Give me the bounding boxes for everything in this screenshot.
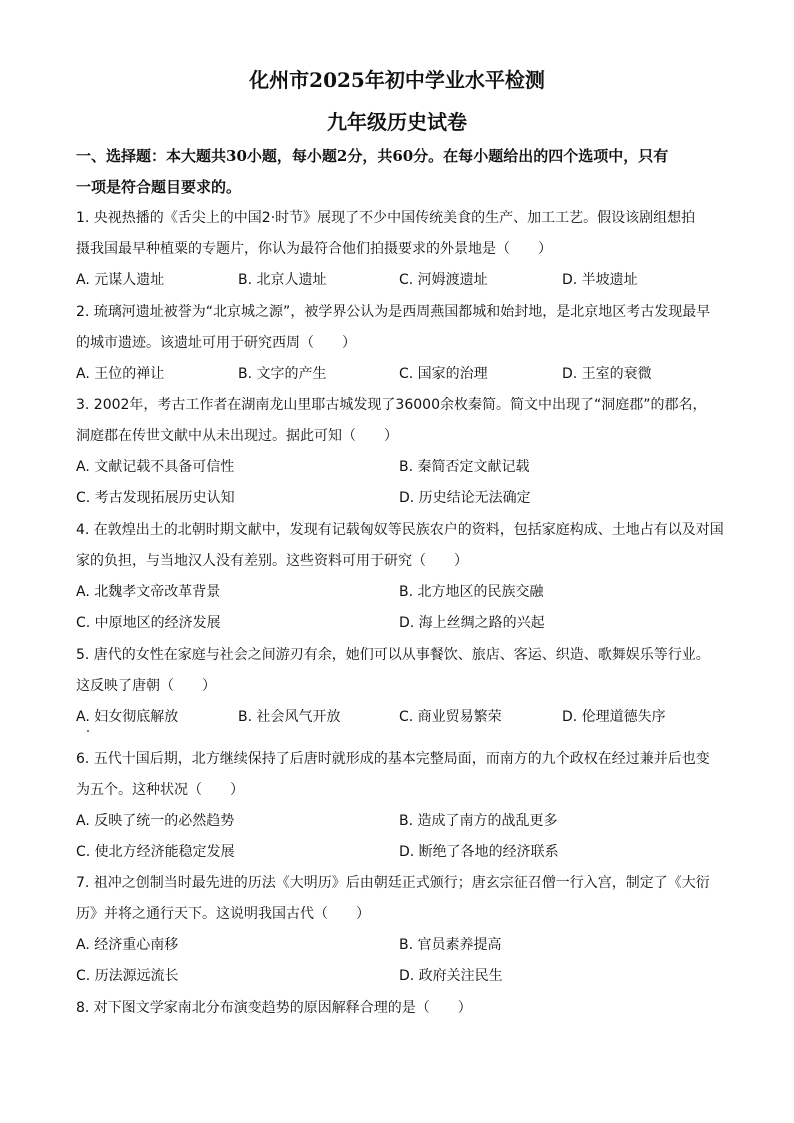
question-1-option-a: A. 元谋人遗址 (76, 272, 165, 288)
question-4-option-b: B. 北方地区的民族交融 (399, 584, 544, 600)
question-3-option-c: C. 考古发现拓展历史认知 (76, 490, 235, 506)
question-7-option-a: A. 经济重心南移 (76, 937, 179, 953)
question-2-option-c: C. 国家的治理 (399, 366, 488, 382)
question-2-line-2: 的城市遗迹。该遗址可用于研究西周（ ） (76, 335, 356, 351)
exam-subtitle: 九年级历史试卷 (327, 110, 467, 134)
question-3-line-1: 3. 2002年，考古工作者在湖南龙山里耶古城发现了36000余枚秦简。简文中出现了“洞庭郡”的郡名， (76, 397, 707, 413)
question-1-line-1: 1. 央视热播的《舌尖上的中国2·时节》展现了不少中国传统美食的生产、加工工艺。假设该剧组想拍 (76, 210, 696, 226)
question-2-line-1: 2. 琉璃河遗址被誉为“北京城之源”，被学界公认为是西周燕国都城和始封地，是北京地区考古发现最早 (76, 304, 711, 320)
question-6-line-1: 6. 五代十国后期，北方继续保持了后唐时就形成的基本完整局面，而南方的九个政权在经过兼并后也变 (76, 751, 710, 767)
question-2-option-a: A. 王位的禅让 (76, 366, 165, 382)
stray-mark (87, 730, 89, 732)
exam-title: 化州市2025年初中学业水平检测 (249, 68, 545, 92)
question-4-option-a: A. 北魏孝文帝改革背景 (76, 584, 221, 600)
question-6-line-2: 为五个。这种状况（ ） (76, 782, 244, 798)
question-4-line-1: 4. 在敦煌出土的北朝时期文献中，发现有记载匈奴等民族农户的资料，包括家庭构成、土地占有以及对国 (76, 522, 724, 538)
question-5-option-c: C. 商业贸易繁荣 (399, 709, 502, 725)
question-1-line-2: 摄我国最早种植粟的专题片，你认为最符合他们拍摄要求的外景地是（ ） (76, 241, 552, 257)
question-3-option-a: A. 文献记载不具备可信性 (76, 459, 235, 475)
question-7-line-1: 7. 祖冲之创制当时最先进的历法《大明历》后由朝廷正式颁行；唐玄宗征召僧一行入宫，制定了《大衍 (76, 875, 710, 891)
question-2-option-d: D. 王室的衰微 (562, 366, 652, 382)
question-2-option-b: B. 文字的产生 (238, 366, 327, 382)
question-1-option-b: B. 北京人遗址 (238, 272, 327, 288)
question-3-option-b: B. 秦简否定文献记载 (399, 459, 530, 475)
question-1-option-c: C. 河姆渡遗址 (399, 272, 488, 288)
question-6-option-a: A. 反映了统一的必然趋势 (76, 813, 235, 829)
question-5-line-2: 这反映了唐朝（ ） (76, 678, 216, 694)
question-7-line-2: 历》并将之通行天下。这说明我国古代（ ） (76, 906, 370, 922)
question-3-line-2: 洞庭郡在传世文献中从未出现过。据此可知（ ） (76, 428, 398, 444)
question-6-option-b: B. 造成了南方的战乱更多 (399, 813, 558, 829)
question-7-option-b: B. 官员素养提高 (399, 937, 502, 953)
question-7-option-c: C. 历法源远流长 (76, 968, 179, 984)
question-6-option-c: C. 使北方经济能稳定发展 (76, 844, 235, 860)
question-5-option-a: A. 妇女彻底解放 (76, 709, 179, 725)
question-7-option-d: D. 政府关注民生 (399, 968, 503, 984)
question-6-option-d: D. 断绝了各地的经济联系 (399, 844, 559, 860)
section-heading-line-1: 一、选择题：本大题共30小题，每小题2分，共60分。在每小题给出的四个选项中，只有 (76, 147, 669, 165)
question-5-option-b: B. 社会风气开放 (238, 709, 341, 725)
question-4-option-d: D. 海上丝绸之路的兴起 (399, 615, 545, 631)
section-heading-line-2: 一项是符合题目要求的。 (76, 178, 242, 196)
question-1-option-d: D. 半坡遗址 (562, 272, 638, 288)
question-3-option-d: D. 历史结论无法确定 (399, 490, 531, 506)
question-5-option-d: D. 伦理道德失序 (562, 709, 666, 725)
question-5-line-1: 5. 唐代的女性在家庭与社会之间游刃有余，她们可以从事餐饮、旅店、客运、织造、歌舞娱乐等行业。 (76, 647, 710, 663)
question-8-line-1: 8. 对下图文学家南北分布演变趋势的原因解释合理的是（ ） (76, 1000, 472, 1016)
question-4-line-2: 家的负担，与当地汉人没有差别。这些资料可用于研究（ ） (76, 553, 468, 569)
question-4-option-c: C. 中原地区的经济发展 (76, 615, 221, 631)
